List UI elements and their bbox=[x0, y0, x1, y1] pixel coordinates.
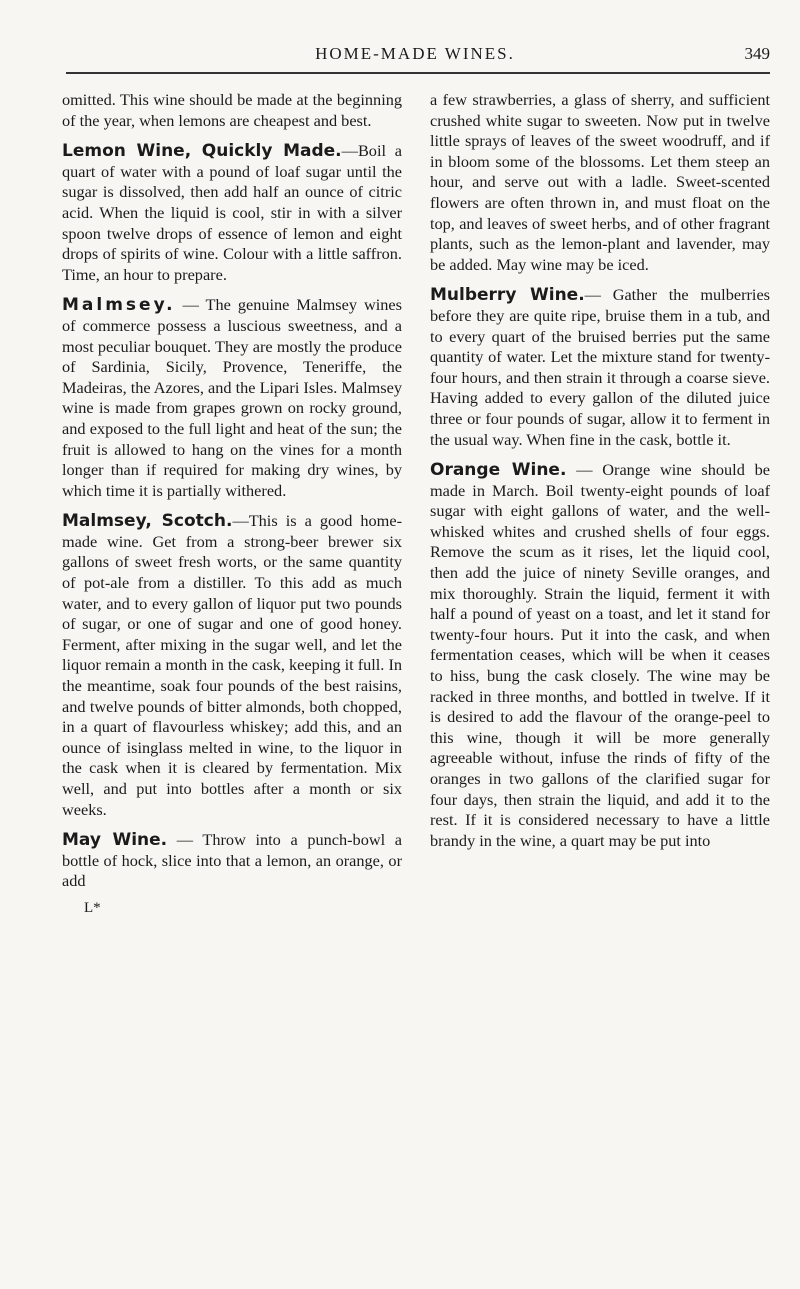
malmsey-entry bbox=[62, 295, 402, 501]
mulberry-wine-title: Mulberry Wine. bbox=[430, 285, 585, 306]
lemon-wine-title: Lemon Wine, Quickly Made. bbox=[62, 141, 342, 162]
mulberry-wine-entry bbox=[430, 285, 770, 450]
page-header bbox=[60, 44, 770, 74]
mulberry-wine-text: — Gather the mulberries before they are quite ripe, bruise them in a tub, and to every quart of the bruised berries put the same quantity of water. Let the mixture stand for twenty-four hours, and then strain it through a coarse sieve. Having added to every gallon of the diluted juice three or four pounds of sugar, allow it to ferment in the usual way. When fine in the cask, bottle it. bbox=[430, 285, 771, 449]
malmsey-scotch-title: Malmsey, Scotch. bbox=[62, 511, 233, 532]
page-number: 349 bbox=[744, 44, 770, 63]
may-wine-text: — Throw into a punch-bowl a bottle of hock, slice into that a lemon, an orange, or add bbox=[62, 830, 402, 891]
signature-mark: L* bbox=[84, 899, 101, 916]
intro-text: omitted. This wine should be made at the beginning of the year, when lemons are cheapest and best. bbox=[62, 90, 402, 130]
malmsey-text: — The genuine Malmsey wines of commerce possess a luscious sweetness, and a most peculiar bouquet. They are mostly the produce of Sardinia, Sicily, Provence, Teneriffe, the Madeiras, the Azores, and the Lipari Isles. Malmsey wine is made from grapes grown on rocky ground, and exposed to the full light and heat of the sun; the fruit is allowed to hang on the vines for a month longer than if required for making dry wines, by which time it is partially withered. bbox=[62, 295, 402, 500]
orange-wine-text: — Orange wine should be made in March. Boil twenty-eight pounds of loaf sugar with eight gallons of water, and the well-whisked whites and crushed shells of four eggs. Remove the scum as it rises, let the liquid cool, then add the juice of ninety Seville oranges, and mix thoroughly. Strain the liquid, ferment it with half a pound of yeast on a toast, and let it stand for twenty-four hours. Put it into the cask, and when fermentation ceases, which will be when it ceases to hiss, bung the cask closely. The wine may be racked in three months, and bottled in twelve. If it is desired to add the flavour of the orange-peel to this wine, though it will be more generally agreeable without, infuse the rinds of fifty of the oranges in two gallons of the clarified sugar for four days, then strain the liquid, and add it to the rest. If it is considered necessary to have a little brandy in the wine, a quart may be put into bbox=[430, 460, 770, 850]
right-column bbox=[430, 90, 770, 861]
malmsey-scotch-entry bbox=[62, 511, 402, 820]
malmsey-scotch-text: —This is a good home-made wine. Get from a strong-beer brewer six gallons of sweet fresh worts, or the same quantity of pot-ale from a distiller. To this add as much water, and to every gallon of liquor put two pounds of sugar, or one of sugar and one of good honey. Ferment, after mixing in the sugar well, and let the liquor remain a month in the cask, keeping it full. In the meantime, soak four pounds of the best raisins, and twelve pounds of bitter almonds, both chopped, in a quart of flavourless whiskey; add this, and an ounce of isinglass melted in wine, to the liquor in the cask when it is cleared by fermentation. Mix well, and put into bottles after a month or six weeks. bbox=[62, 511, 403, 819]
intro-paragraph bbox=[62, 90, 402, 131]
malmsey-title: Malmsey. bbox=[62, 295, 176, 316]
header-rule bbox=[66, 72, 770, 74]
running-head: HOME-MADE WINES. bbox=[315, 44, 515, 63]
may-wine-entry bbox=[62, 830, 402, 892]
orange-wine-entry bbox=[430, 460, 770, 851]
may-wine-title: May Wine. bbox=[62, 830, 168, 851]
may-wine-continued bbox=[430, 90, 770, 275]
lemon-wine-entry bbox=[62, 141, 402, 285]
left-column bbox=[62, 90, 402, 919]
may-wine-continued-text: a few strawberries, a glass of sherry, and sufficient crushed white sugar to sweeten. Now put in twelve little sprays of leaves of the sweet woodruff, and if in bloom some of the blossoms. Let them steep an hour, and serve out with a ladle. Sweet-scented flowers are often thrown in, and must float on the top, and leaves of sweet herbs, and of other fragrant plants, such as the lemon-plant and lavender, may be added. May wine may be iced. bbox=[430, 90, 770, 274]
orange-wine-title: Orange Wine. bbox=[430, 460, 567, 481]
lemon-wine-text: —Boil a quart of water with a pound of loaf sugar until the sugar is dissolved, then add half an ounce of citric acid. When the liquid is cool, stir in with a silver spoon twelve drops of essence of lemon and eight drops of spirits of wine. Colour with a little saffron. Time, an hour to prepare. bbox=[62, 141, 402, 284]
